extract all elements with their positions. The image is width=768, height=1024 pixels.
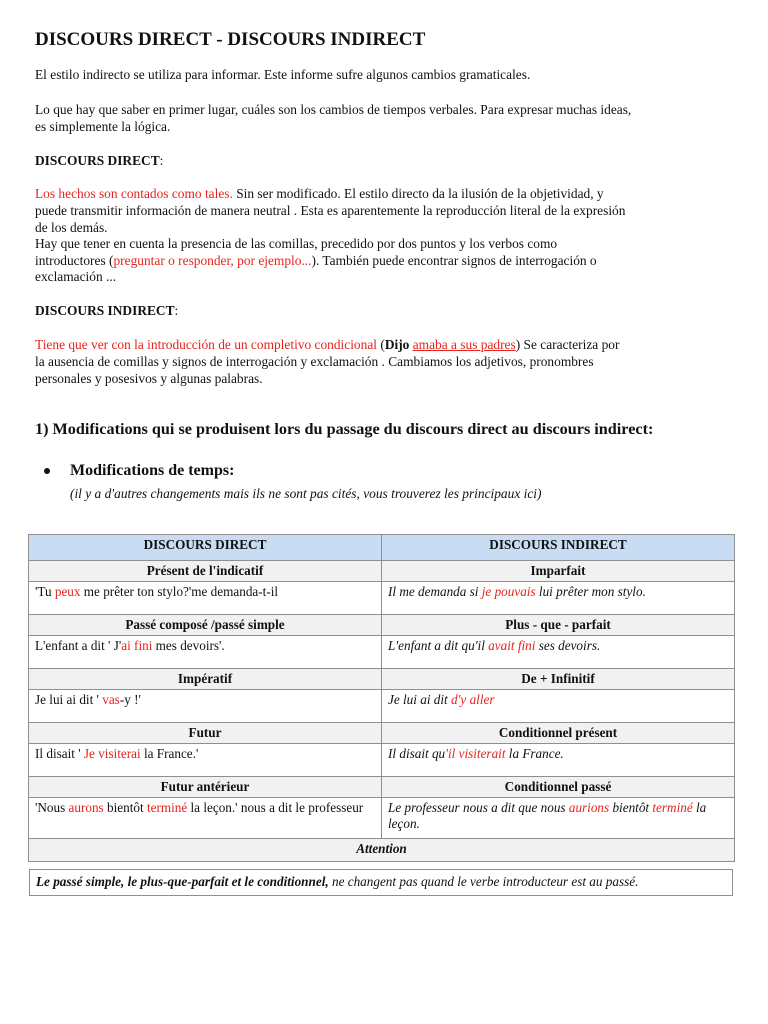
example-indirect bbox=[382, 690, 735, 723]
intro-paragraph-2-line-1: Lo que hay que saber en primer lugar, cuáles son los cambios de tiempos verbales. Para expresar muchas ideas, bbox=[35, 102, 632, 117]
tense-left-title: Futur antérieur bbox=[29, 777, 382, 798]
example-indirect-pre: Il me demanda si bbox=[388, 584, 482, 599]
example-indirect-pre: Il disait qu bbox=[388, 746, 446, 761]
example-direct bbox=[29, 744, 382, 777]
attention-label: Attention bbox=[29, 839, 735, 862]
example-direct-verb: aurons bbox=[68, 800, 104, 815]
bullet-title: Modifications de temps: bbox=[70, 462, 235, 479]
example-indirect bbox=[382, 798, 735, 839]
indirect-dijo: Dijo bbox=[384, 337, 410, 352]
tense-left-title: Impératif bbox=[29, 669, 382, 690]
bullet-note: (il y a d'autres changements mais ils ne sont pas cités, vous trouverez les principaux ici) bbox=[70, 486, 542, 501]
example-direct-verb-2: terminé bbox=[146, 800, 188, 815]
example-indirect-pre: Je lui ai dit bbox=[388, 692, 451, 707]
example-direct-post: la leçon.' nous a dit le professeur bbox=[187, 800, 364, 815]
example-indirect-verb: je pouvais bbox=[481, 584, 536, 599]
example-row bbox=[29, 744, 735, 777]
example-direct-pre: Il disait ' bbox=[35, 746, 84, 761]
example-direct-pre: Je lui ai dit ' bbox=[35, 692, 103, 707]
example-indirect-post: la France. bbox=[505, 746, 564, 761]
example-direct-post: mes devoirs'. bbox=[152, 638, 225, 653]
indirect-close: ) Se caracteriza por bbox=[515, 337, 620, 352]
example-indirect bbox=[382, 636, 735, 669]
example-row bbox=[29, 636, 735, 669]
direct-line-1 bbox=[35, 186, 604, 202]
indirect-open-paren: ( bbox=[377, 337, 385, 352]
tense-left-title: Présent de l'indicatif bbox=[29, 561, 382, 582]
tense-title-row bbox=[29, 615, 735, 636]
example-indirect-post: ses devoirs. bbox=[535, 638, 601, 653]
direct-line-3: de los demás. bbox=[35, 220, 108, 235]
example-indirect-verb: aurions bbox=[568, 800, 610, 815]
indirect-line-1 bbox=[35, 337, 619, 353]
example-indirect-verb: d'y aller bbox=[451, 692, 495, 707]
example-indirect bbox=[382, 582, 735, 615]
indirect-line-3: personales y posesivos y algunas palabras. bbox=[35, 371, 263, 386]
indirect-heading-colon: : bbox=[174, 303, 179, 318]
example-direct bbox=[29, 690, 382, 723]
example-indirect-post: la leçon. bbox=[388, 800, 707, 831]
direct-line-1-rest: Sin ser modificado. El estilo directo da la ilusión de la objetividad, y bbox=[232, 186, 604, 201]
table-header-row bbox=[29, 535, 735, 561]
tense-title-row bbox=[29, 561, 735, 582]
direct-red-lead: Los hechos son contados como tales. bbox=[35, 186, 233, 201]
example-indirect bbox=[382, 744, 735, 777]
example-indirect-mid: bientôt bbox=[609, 800, 653, 815]
example-direct-post: me prêter ton stylo?'me demanda-t-il bbox=[80, 584, 279, 599]
direct-line-2: puede transmitir información de manera neutral . Esta es aparentemente la reproducción literal de la expresión bbox=[35, 203, 626, 218]
attention-note-rest: ne changent pas quand le verbe introducteur est au passé. bbox=[328, 874, 639, 889]
tense-left-title: Futur bbox=[29, 723, 382, 744]
direct-heading-text: DISCOURS DIRECT bbox=[35, 153, 160, 168]
example-direct-verb: ai fini bbox=[121, 638, 153, 653]
example-row bbox=[29, 690, 735, 723]
header-indirect: DISCOURS INDIRECT bbox=[382, 535, 735, 561]
tense-left-title: Passé composé /passé simple bbox=[29, 615, 382, 636]
example-direct bbox=[29, 582, 382, 615]
example-direct-verb: Je visiterai bbox=[83, 746, 141, 761]
intro-paragraph-1: El estilo indirecto se utiliza para informar. Este informe sufre algunos cambios gramaticales. bbox=[35, 67, 531, 82]
tense-right-title: Imparfait bbox=[382, 561, 735, 582]
example-direct-verb: peux bbox=[54, 584, 81, 599]
tense-right-title: Conditionnel passé bbox=[382, 777, 735, 798]
example-row bbox=[29, 582, 735, 615]
intro-paragraph-2-line-2: es simplemente la lógica. bbox=[35, 119, 171, 134]
indirect-heading bbox=[35, 303, 178, 319]
direct-line-4: Hay que tener en cuenta la presencia de las comillas, precedido por dos puntos y los verbos como bbox=[35, 236, 558, 251]
direct-heading-colon: : bbox=[159, 153, 164, 168]
attention-note-bold: Le passé simple, le plus-que-parfait et le conditionnel, bbox=[36, 874, 329, 889]
example-indirect-post: lui prêter mon stylo. bbox=[535, 584, 646, 599]
direct-line-6: exclamación ... bbox=[35, 269, 117, 284]
tense-right-title: Conditionnel présent bbox=[382, 723, 735, 744]
example-direct-verb: vas bbox=[102, 692, 120, 707]
tense-right-title: Plus - que - parfait bbox=[382, 615, 735, 636]
indirect-heading-text: DISCOURS INDIRECT bbox=[35, 303, 175, 318]
example-direct-pre: 'Nous bbox=[35, 800, 69, 815]
tense-title-row bbox=[29, 669, 735, 690]
indirect-amaba-link: amaba a sus padres bbox=[412, 337, 516, 352]
example-direct-pre: 'Tu bbox=[35, 584, 55, 599]
page-title: DISCOURS DIRECT - DISCOURS INDIRECT bbox=[35, 29, 426, 50]
tense-title-row bbox=[29, 777, 735, 798]
tense-title-row bbox=[29, 723, 735, 744]
direct-heading bbox=[35, 153, 163, 169]
example-row bbox=[29, 798, 735, 839]
direct-line-5-red: preguntar o responder, por ejemplo... bbox=[113, 253, 312, 268]
example-indirect-verb: 'il visiterait bbox=[445, 746, 506, 761]
direct-line-5 bbox=[35, 253, 597, 269]
indirect-line-2: la ausencia de comillas y signos de interrogación y exclamación . Cambiamos los adjetivos, pronombres bbox=[35, 354, 594, 369]
header-direct: DISCOURS DIRECT bbox=[29, 535, 382, 561]
example-indirect-verb: avait fini bbox=[488, 638, 536, 653]
direct-line-5-post: ). También puede encontrar signos de interrogación o bbox=[311, 253, 597, 268]
example-indirect-verb-2: terminé bbox=[652, 800, 693, 815]
direct-line-5-pre: introductores ( bbox=[35, 253, 114, 268]
tense-table bbox=[28, 534, 735, 862]
example-direct-pre: L'enfant a dit ' J' bbox=[35, 638, 122, 653]
example-direct bbox=[29, 798, 382, 839]
example-direct bbox=[29, 636, 382, 669]
section-heading: 1) Modifications qui se produisent lors du passage du discours direct au discours indirect: bbox=[35, 420, 654, 438]
example-direct-mid: bientôt bbox=[103, 800, 147, 815]
example-indirect-pre: Le professeur nous a dit que nous bbox=[388, 800, 569, 815]
attention-row bbox=[29, 839, 735, 862]
indirect-red-lead: Tiene que ver con la introducción de un completivo condicional bbox=[35, 337, 377, 352]
bullet-dot-icon bbox=[44, 468, 50, 474]
tense-right-title: De + Infinitif bbox=[382, 669, 735, 690]
example-direct-post: -y !' bbox=[119, 692, 141, 707]
example-indirect-pre: L'enfant a dit qu'il bbox=[388, 638, 489, 653]
attention-note bbox=[29, 869, 733, 896]
example-direct-post: la France.' bbox=[140, 746, 199, 761]
